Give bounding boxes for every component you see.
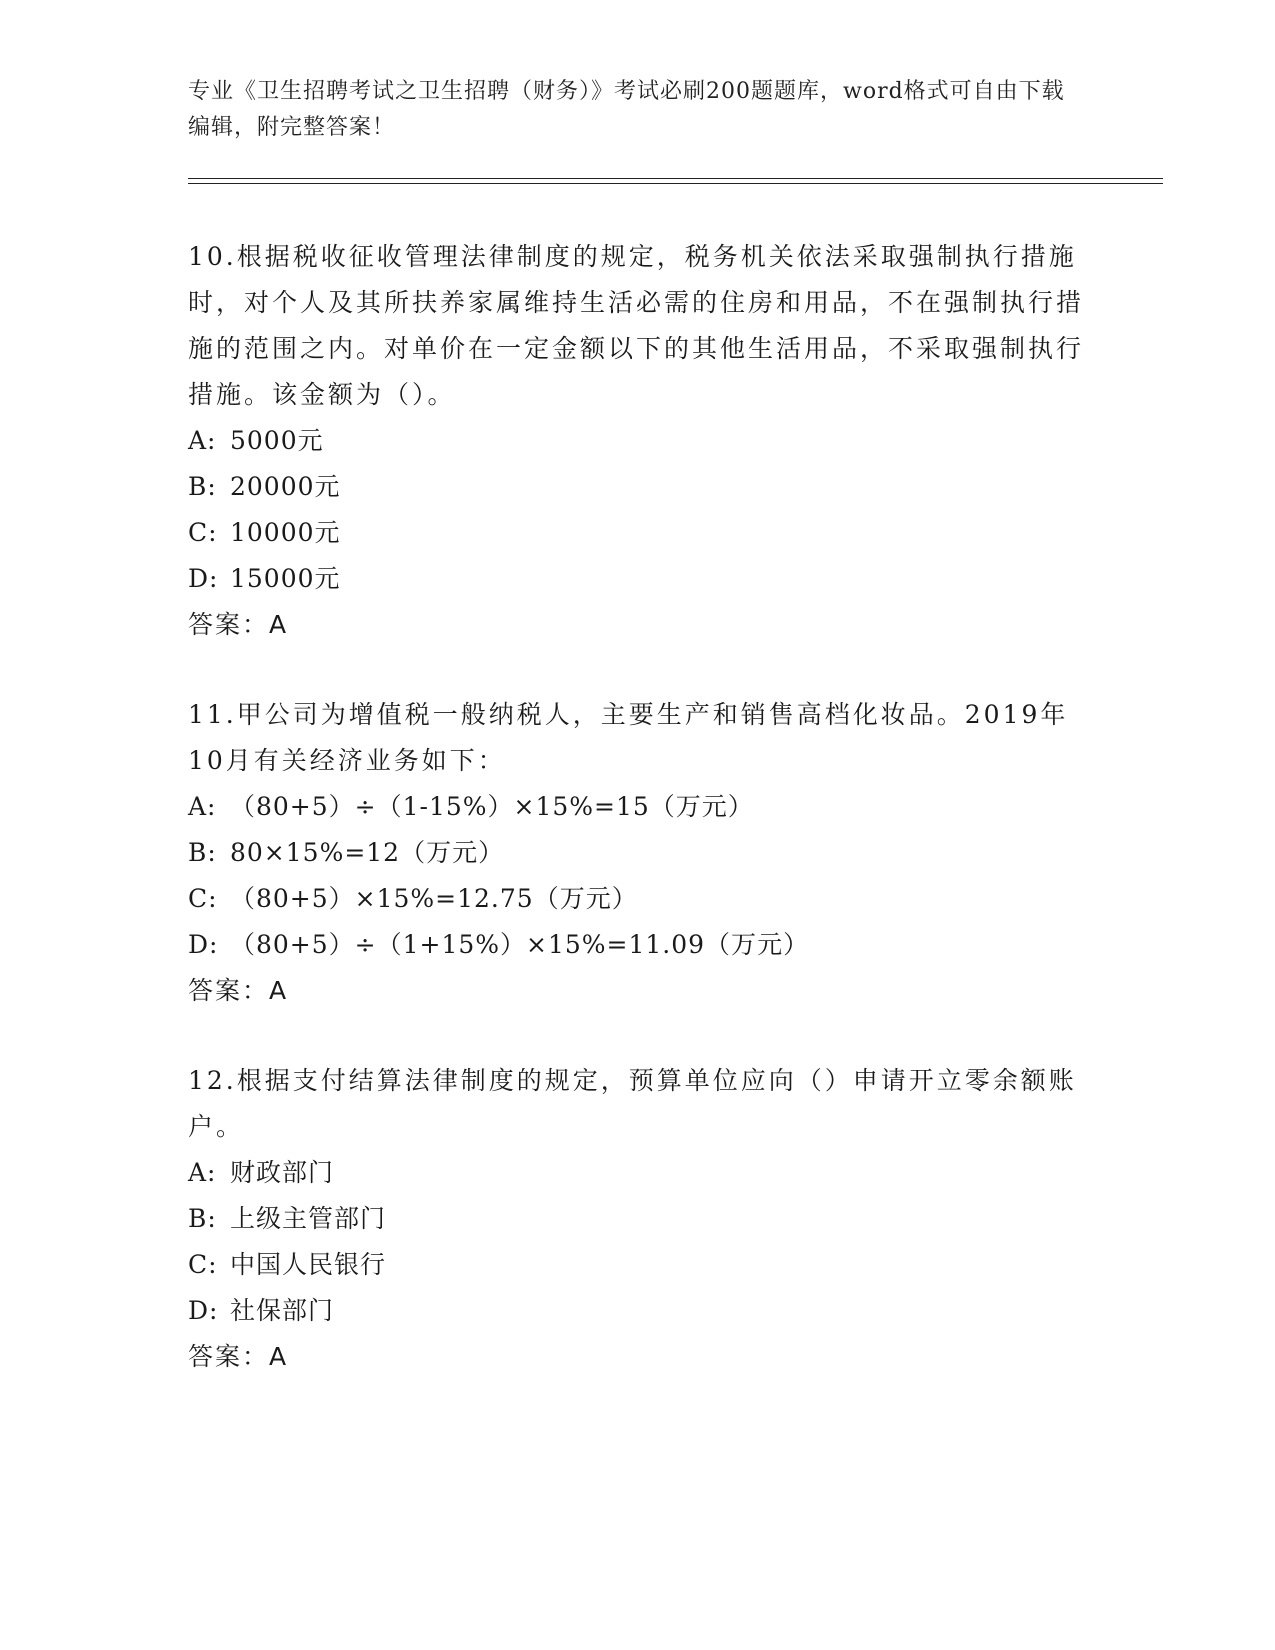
- option-b: B: 上级主管部门: [188, 1204, 387, 1233]
- question-12: [188, 1058, 1088, 1380]
- header-divider-line: [188, 178, 1163, 179]
- option-a: A: （80+5）÷（1-15%）×15%=15（万元）: [188, 792, 754, 821]
- document-header: 专业《卫生招聘考试之卫生招聘（财务）》考试必刷200题题库，word格式可自由下载编辑，附完整答案！: [188, 79, 1065, 140]
- question-10: [188, 234, 1088, 648]
- option-b: B: 20000元: [188, 472, 341, 501]
- header-divider-line-second: [188, 183, 1163, 184]
- question-stem: 12.根据支付结算法律制度的规定，预算单位应向（）申请开立零余额账户。: [188, 1066, 1077, 1141]
- question-stem: 10.根据税收征收管理法律制度的规定，税务机关依法采取强制执行措施时，对个人及其所扶养家属维持生活必需的住房和用品，不在强制执行措施的范围之内。对单价在一定金额以下的其他生活用品，不采取强制执行措施。该金额为（）。: [188, 242, 1085, 409]
- option-c: C: 10000元: [188, 518, 341, 547]
- question-stem: 11.甲公司为增值税一般纳税人，主要生产和销售高档化妆品。2019年10月有关经济业务如下：: [188, 700, 1069, 775]
- option-a: A: 5000元: [188, 426, 324, 455]
- answer-line: 答案：A: [188, 1342, 289, 1371]
- answer-line: 答案：A: [188, 610, 289, 639]
- option-d: D: 15000元: [188, 564, 341, 593]
- option-d: D: （80+5）÷（1+15%）×15%=11.09（万元）: [188, 930, 810, 959]
- option-c: C: 中国人民银行: [188, 1250, 387, 1279]
- answer-line: 答案：A: [188, 976, 289, 1005]
- question-11: [188, 692, 1088, 1014]
- option-c: C: （80+5）×15%=12.75（万元）: [188, 884, 638, 913]
- option-a: A: 财政部门: [188, 1158, 335, 1187]
- option-d: D: 社保部门: [188, 1296, 335, 1325]
- option-b: B: 80×15%=12（万元）: [188, 838, 505, 867]
